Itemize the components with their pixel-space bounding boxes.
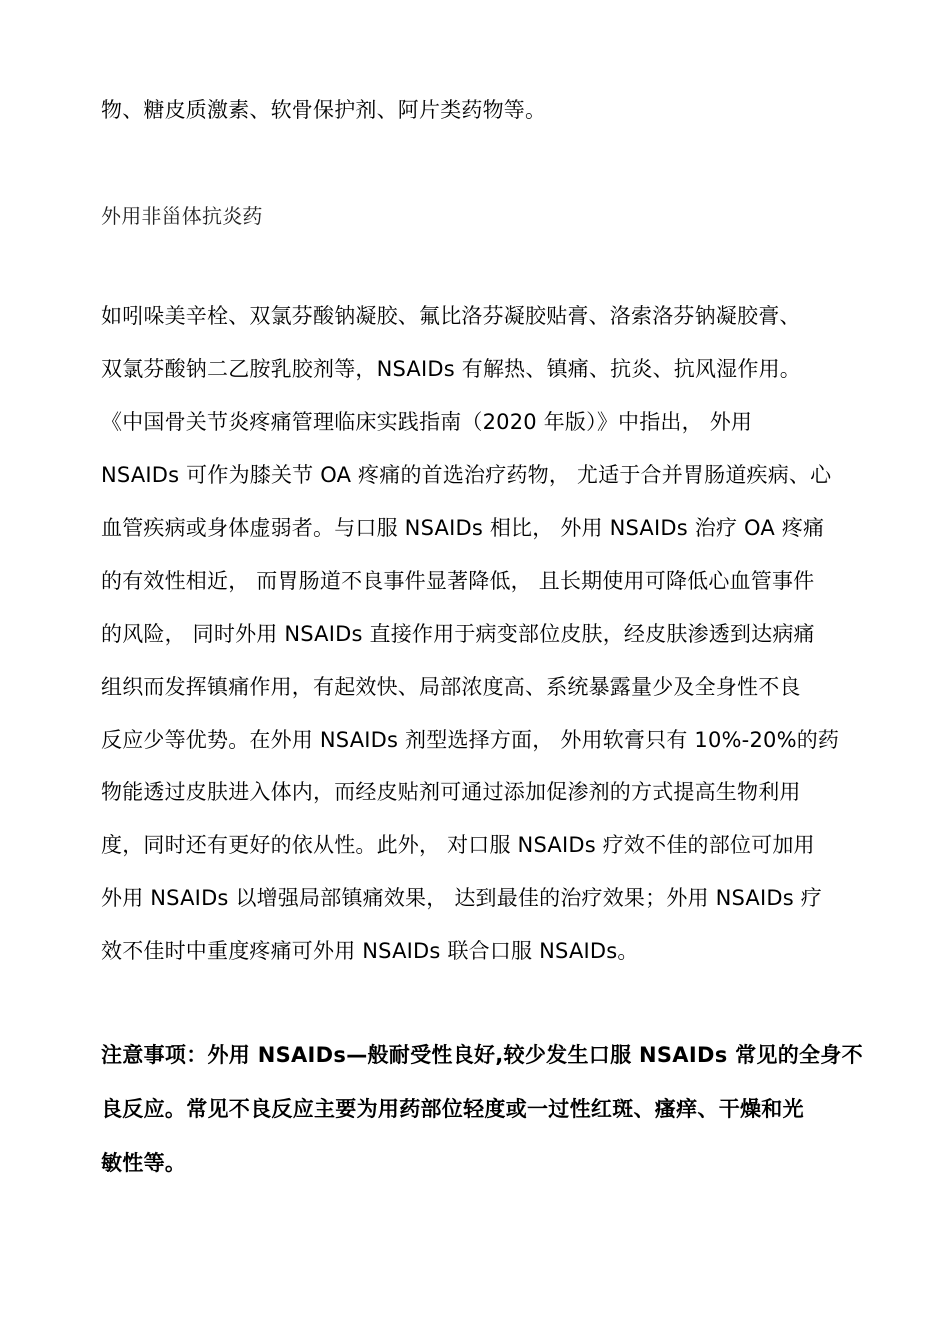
body-line: 外用 NSAIDs 以增强局部镇痛效果， 达到最佳的治疗效果；外用 NSAIDs 疗	[101, 886, 822, 910]
notice-line: 注意事项：外用 NSAIDs—般耐受性良好,较少发生口服 NSAIDs 常见的全身不	[101, 1043, 863, 1067]
section-heading: 外用非甾体抗炎药	[101, 204, 263, 228]
body-line: 双氯芬酸钠二乙胺乳胶剂等，NSAIDs 有解热、镇痛、抗炎、抗风湿作用。	[101, 357, 801, 381]
body-line: 血管疾病或身体虚弱者。与口服 NSAIDs 相比， 外用 NSAIDs 治疗 OA 疼痛	[101, 516, 825, 540]
body-line: 如吲哚美辛栓、双氯芬酸钠凝胶、氟比洛芬凝胶贴膏、洛索洛芬钠凝胶膏、	[101, 304, 801, 328]
notice-line: 良反应。常见不良反应主要为用药部位轻度或一过性红斑、瘙痒、干燥和光	[101, 1097, 804, 1121]
body-line: 的风险， 同时外用 NSAIDs 直接作用于病变部位皮肤，经皮肤渗透到达病痛	[101, 622, 815, 646]
body-line: 组织而发挥镇痛作用，有起效快、局部浓度高、系统暴露量少及全身性不良	[101, 675, 801, 699]
body-line: 反应少等优势。在外用 NSAIDs 剂型选择方面， 外用软膏只有 10%-20%的药	[101, 728, 840, 752]
body-line: 物能透过皮肤进入体内，而经皮贴剂可通过添加促渗剂的方式提高生物利用	[101, 780, 801, 804]
body-line: 度，同时还有更好的依从性。此外， 对口服 NSAIDs 疗效不佳的部位可加用	[101, 833, 815, 857]
body-line: 的有效性相近， 而胃肠道不良事件显著降低， 且长期使用可降低心血管事件	[101, 569, 815, 593]
notice-line: 敏性等。	[101, 1151, 187, 1175]
body-line: NSAIDs 可作为膝关节 OA 疼痛的首选治疗药物， 尤适于合并胃肠道疾病、心	[101, 463, 832, 487]
body-line: 效不佳时中重度疼痛可外用 NSAIDs 联合口服 NSAIDs。	[101, 939, 639, 963]
body-line: 《中国骨关节炎疼痛管理临床实践指南（2020 年版）》中指出， 外用	[101, 410, 753, 434]
intro-text: 物、糖皮质激素、软骨保护剂、阿片类药物等。	[101, 98, 547, 122]
